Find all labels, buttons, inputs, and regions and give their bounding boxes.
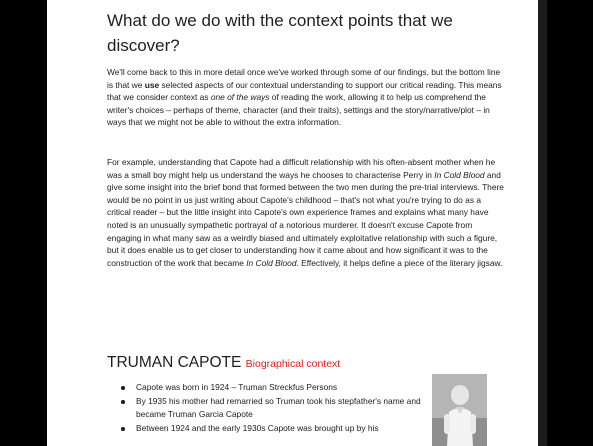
emphasis-italic: one of the ways [210,92,270,103]
section-title: TRUMAN CAPOTE [107,354,242,371]
text-run: selected aspects of our contextual understanding to support our critical reading. This means that we consider context as [107,79,502,103]
document-page [47,0,547,446]
paragraph-capote-example [107,156,507,269]
text-run: and give some insight into the brief bond that formed between the two men during the pre-trial interviews. There would be no point in us just writing about Capote's childhood – that's not what you're trying to do as a critical reader – but the little insight into Capote's own experience frames and explains what many have noted is an unusually sympathetic portrayal of a notorious murderer. It doesn't excuse Capote from engaging in what many saw as a weirdly biased and ultimately exploitative relationship with such a figure, but it does enable us to get closer to understanding how it came about and how significant it was to the construction of the work that became [107,169,504,268]
section-subtitle: Biographical context [245,358,341,370]
emphasis-bold: use [144,79,160,90]
text-run: of reading the work, allowing it to help us comprehend the writer's choices – perhaps of theme, character (and their traits), settings and the story/narrative/plot – in ways that we might not be able to without the extra information. [107,92,490,128]
page-heading: What do we do with the context points that we discover? [107,11,453,55]
biography-bullet-list [107,381,427,436]
text-run: We'll come back to this in more detail once we've worked through some of our findings, but the bottom line is that we [107,67,501,90]
page-edge-shadow [538,0,547,446]
list-item: Between 1924 and the early 1930s Capote was brought up by his [107,422,427,435]
text-run: For example, understanding that Capote had a difficult relationship with his often-absent mother when he was a small boy might help us understand the ways he chooses to characterise Perry in [107,157,496,180]
list-item: By 1935 his mother had remarried so Truman took his stepfather's name and became Truman Garcia Capote [107,395,427,421]
emphasis-italic: In Cold Blood [246,257,297,268]
section-heading [107,353,340,374]
emphasis-italic: In Cold Blood [434,169,485,180]
capote-childhood-photo [432,374,487,446]
paragraph-context-use [107,66,507,129]
text-run: . Effectively, it helps define a piece of the literary jigsaw. [296,257,503,268]
list-item: Capote was born in 1924 – Truman Streckfus Persons [107,381,427,394]
